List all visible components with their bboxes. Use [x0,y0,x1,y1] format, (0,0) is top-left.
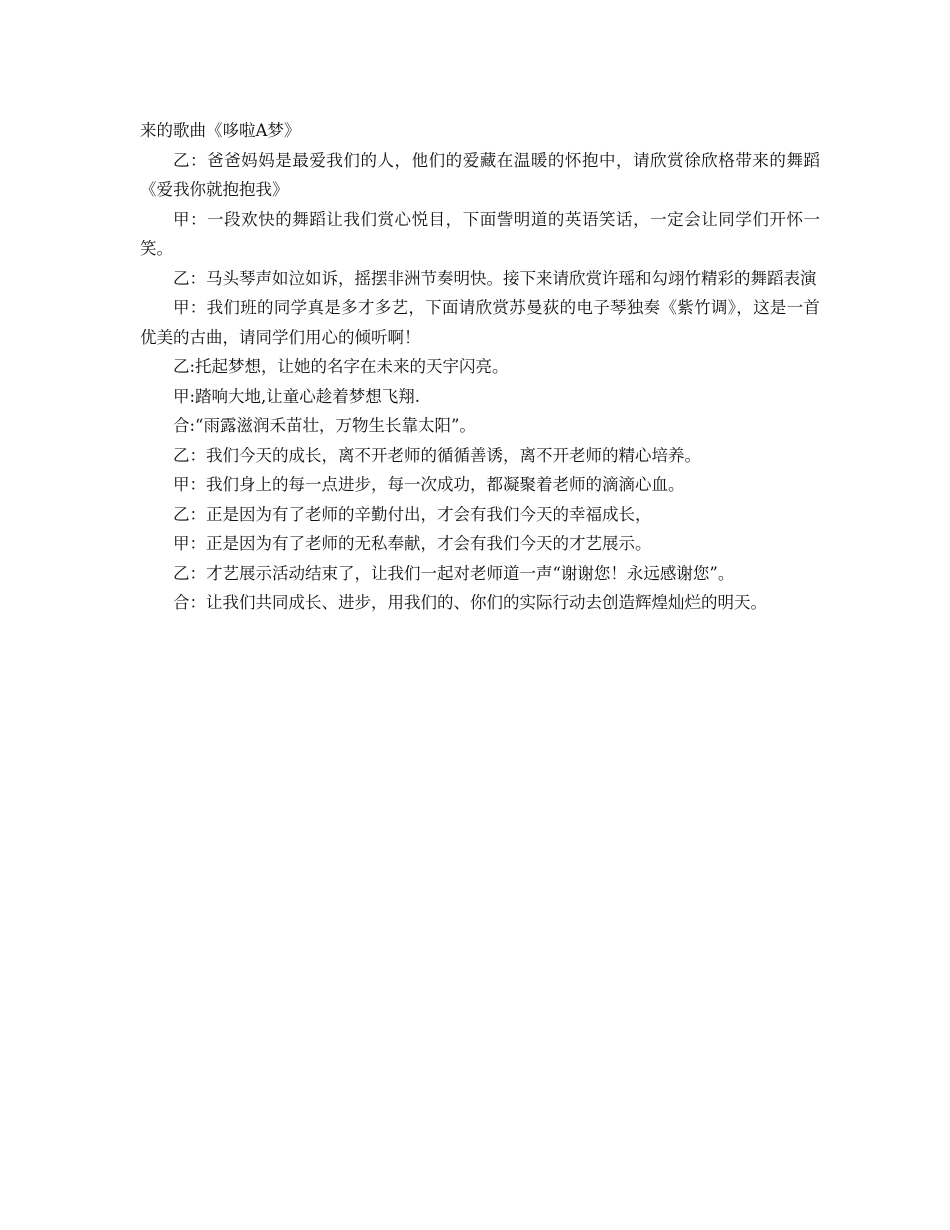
paragraph-jia-1: 甲：一段欢快的舞蹈让我们赏心悦目，下面訾明道的英语笑话，一定会让同学们开怀一笑。 [140,209,820,258]
paragraph-he-2: 合：让我们共同成长、进步，用我们的、你们的实际行动去创造辉煌灿烂的明天。 [173,593,767,612]
paragraph-yi-6: 乙：才艺展示活动结束了，让我们一起对老师道一声“谢谢您！永远感谢您”。 [173,563,735,583]
paragraph-jia-4: 甲：我们身上的每一点进步，每一次成功，都凝聚着老师的滴滴心血。 [173,475,685,494]
paragraph-yi-4: 乙：我们今天的成长，离不开老师的循循善诱，离不开老师的精心培养。 [173,445,701,465]
paragraph-yi-5: 乙：正是因为有了老师的辛勤付出，才会有我们今天的幸福成长， [173,504,652,524]
paragraph-yi-1: 乙：爸爸妈妈是最爱我们的人，他们的爱藏在温暖的怀抱中，请欣赏徐欣格带来的舞蹈《爱我你就抱抱我》 [140,150,820,199]
paragraph-yi-3: 乙:托起梦想，让她的名字在未来的天宇闪亮。 [173,357,509,376]
paragraph-continuation: 来的歌曲《哆啦A梦》 [140,121,301,140]
paragraph-jia-2: 甲：我们班的同学真是多才多艺，下面请欣赏苏曼荻的电子琴独奏《紫竹调》，这是一首优美的古曲，请同学们用心的倾听啊！ [140,298,820,347]
paragraph-jia-3: 甲:踏响大地,让童心趁着梦想飞翔. [173,386,421,406]
document-body [140,116,820,618]
paragraph-jia-5: 甲：正是因为有了老师的无私奉献，才会有我们今天的才艺展示。 [173,534,652,553]
paragraph-he-1: 合:“雨露滋润禾苗壮，万物生长靠太阳”。 [173,416,476,435]
paragraph-yi-2: 乙：马头琴声如泣如诉，摇摆非洲节奏明快。接下来请欣赏许瑶和勾翊竹精彩的舞蹈表演 [173,268,817,288]
